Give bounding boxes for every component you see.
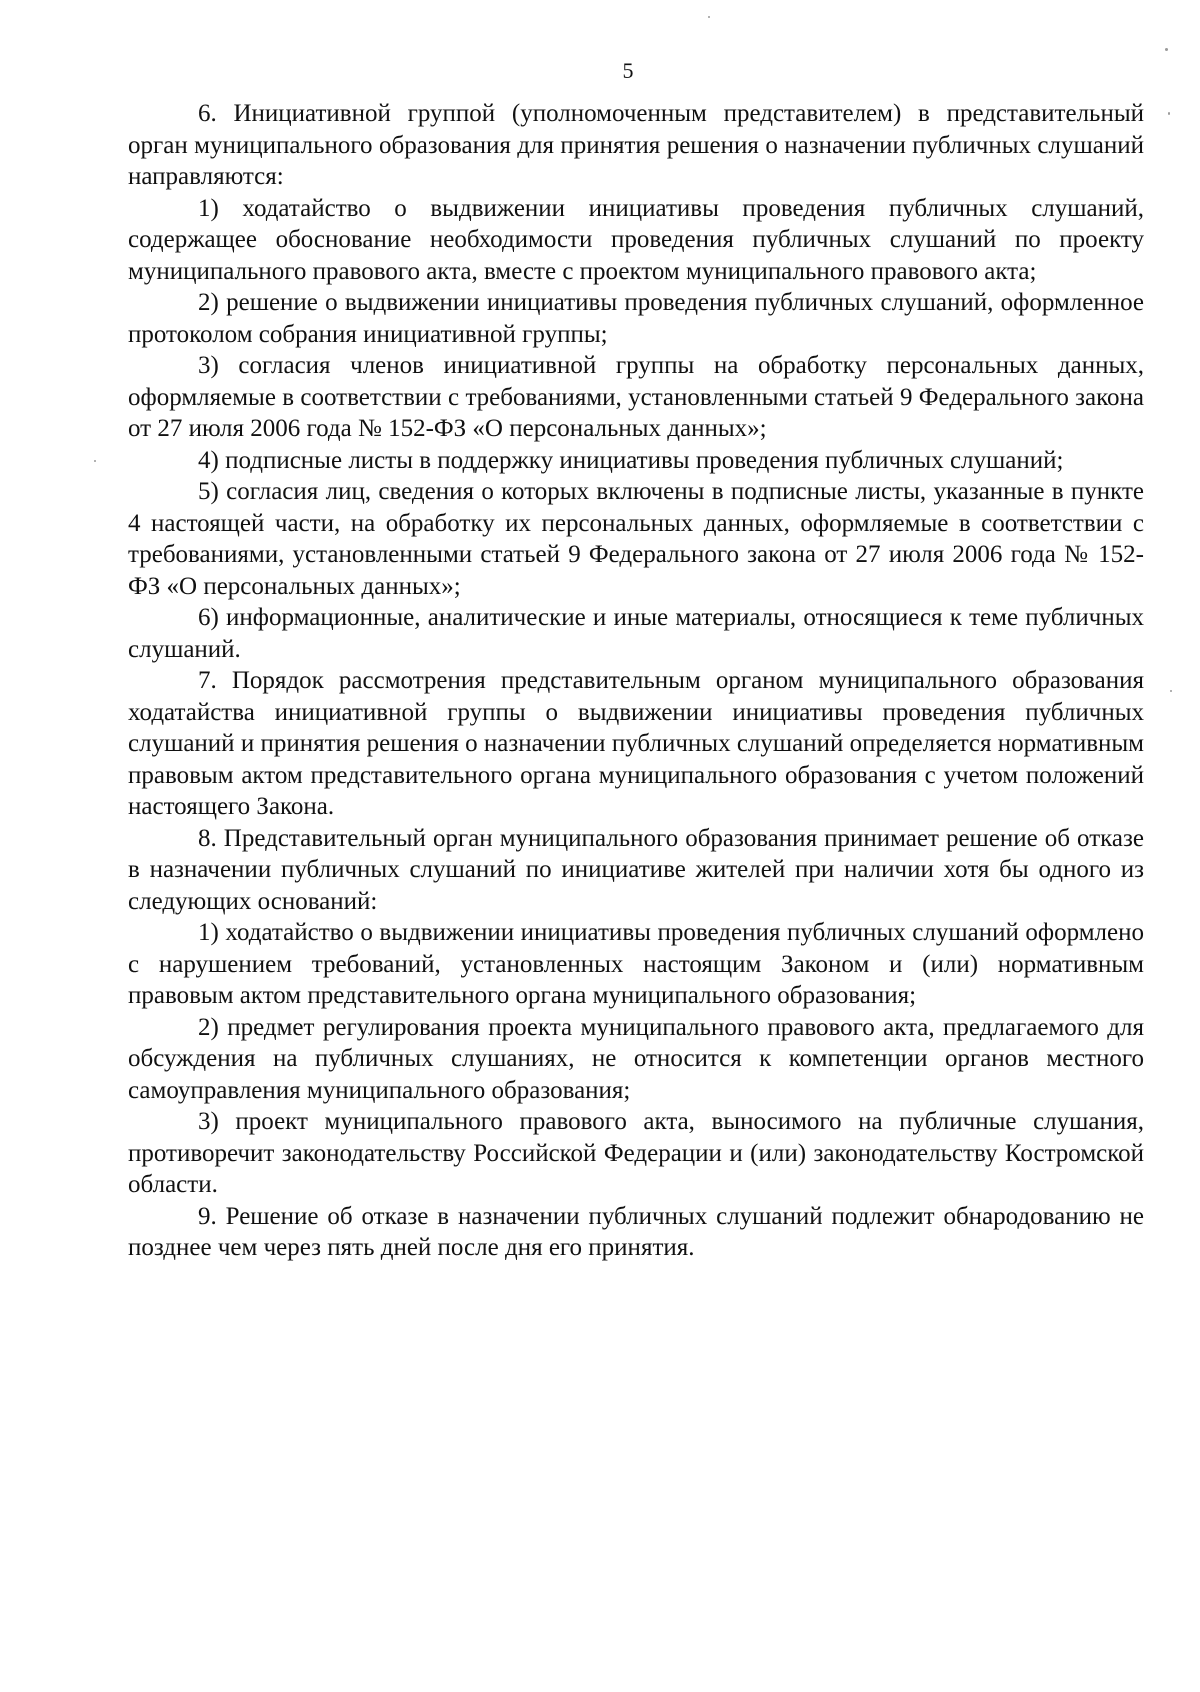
paragraph-6-item-4: 4) подписные листы в поддержку инициативы проведения публичных слушаний; [198, 446, 1064, 474]
paragraph-6-item-2: 2) решение о выдвижении инициативы проведения публичных слушаний, оформленное протоколом собрания инициативной группы; [128, 289, 1144, 348]
paragraph-7: 7. Порядок рассмотрения представительным органом муниципального образования ходатайства инициативной группы о выдвижении инициативы проведения публичных слушаний и принятия решения о назначении публичных слушаний определяется нормативным правовым актом представительного органа муниципального образования с учетом положений настоящего Закона. [128, 667, 1144, 820]
paragraph-6-item-1: 1) ходатайство о выдвижении инициативы проведения публичных слушаний, содержащее обоснование необходимости проведения публичных слушаний по проекту муниципального правового акта, вместе с проектом муниципального правового акта; [128, 194, 1144, 285]
paragraph-6-item-3: 3) согласия членов инициативной группы на обработку персональных данных, оформляемые в соответствии с требованиями, установленными статьей 9 Федерального закона от 27 июля 2006 года № 152-ФЗ «О персональных данных»; [128, 352, 1144, 442]
paragraph-8-item-3: 3) проект муниципального правового акта, выносимого на публичные слушания, противоречит законодательству Российской Федерации и (или) законодательству Костромской области. [128, 1108, 1144, 1198]
scan-speck [94, 460, 96, 462]
scan-speck [1170, 690, 1172, 692]
page-number: 5 [622, 58, 634, 83]
scan-speck [1168, 112, 1170, 115]
paragraph-6-item-6: 6) информационные, аналитические и иные материалы, относящиеся к теме публичных слушаний. [128, 604, 1144, 663]
paragraph-9: 9. Решение об отказе в назначении публичных слушаний подлежит обнародованию не позднее чем через пять дней после дня его принятия. [128, 1202, 1144, 1261]
document-body [128, 98, 1144, 1264]
scan-speck [1165, 48, 1168, 51]
paragraph-6-item-5: 5) согласия лиц, сведения о которых включены в подписные листы, указанные в пункте 4 настоящей части, на обработку их персональных данных, оформляемые в соответствии с требованиями, установленными статьей 9 Федерального закона от 27 июля 2006 года № 152-ФЗ «О персональных данных»; [128, 478, 1144, 600]
paragraph-8-intro: 8. Представительный орган муниципального образования принимает решение об отказе в назначении публичных слушаний по инициативе жителей при наличии хотя бы одного из следующих оснований: [128, 824, 1144, 915]
paragraph-8-item-2: 2) предмет регулирования проекта муниципального правового акта, предлагаемого для обсуждения на публичных слушаниях, не относится к компетенции органов местного самоуправления муниципального образования; [128, 1013, 1144, 1104]
paragraph-6-intro: 6. Инициативной группой (уполномоченным представителем) в представительный орган муниципального образования для принятия решения о назначении публичных слушаний направляются: [128, 100, 1144, 190]
scan-speck [708, 16, 710, 18]
paragraph-8-item-1: 1) ходатайство о выдвижении инициативы проведения публичных слушаний оформлено с нарушением требований, установленных настоящим Законом и (или) нормативным правовым актом представительного органа муниципального образования; [128, 919, 1144, 1009]
